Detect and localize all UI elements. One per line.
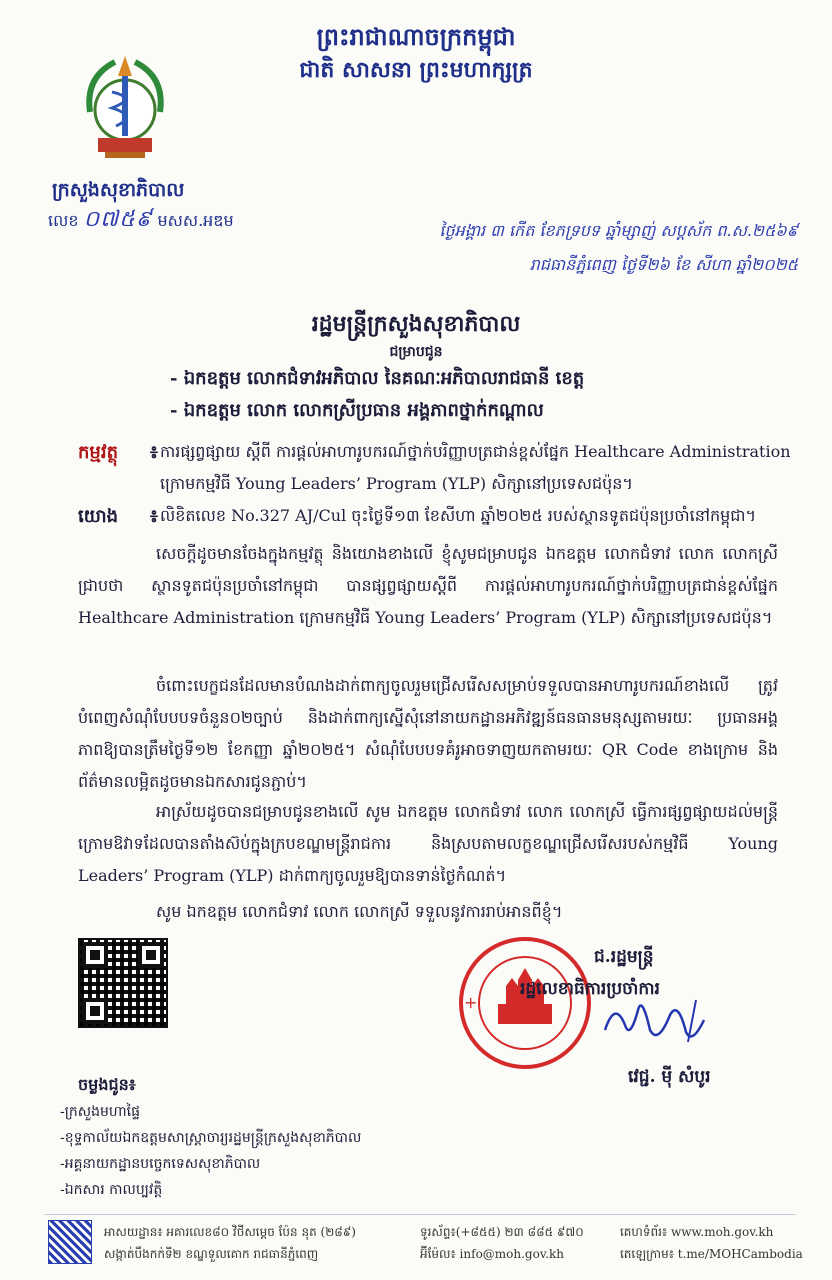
addressee-2: - ឯកឧត្តម លោក លោកស្រីប្រធាន អង្គភាពថ្នាក់កណ្ដាល [170,400,544,421]
subject-text: ការផ្សព្វផ្សាយ ស្តីពី ការផ្តល់អាហារូបករណ៍ថ្នាក់បរិញ្ញាបត្រជាន់ខ្ពស់ផ្នែក Healthcare Administration ក្រោមកម្មវិធី Young Leaders’ Program (YLP) សិក្សានៅប្រទេសជប៉ុន។ [160,442,791,493]
official-stamp [456,934,594,1072]
footer-phone: ទូរស័ព្ទ៖(+៨៥៥) ២៣ ៨៨៥ ៩៧០ [420,1225,584,1239]
footer-website[interactable]: គេហទំព័រ៖ www.moh.gov.kh [620,1225,774,1239]
subject-colon: ៖ [150,442,158,463]
subject-label: កម្មវត្ថុ [78,442,118,463]
reference-label: យោង [78,506,118,527]
minister-title: រដ្ឋមន្ត្រីក្រសួងសុខាភិបាល [311,311,521,337]
footer-email[interactable]: អ៊ីម៉ែល៖ info@moh.gov.kh [420,1247,565,1261]
closing-line-text: សូម ឯកឧត្តម លោកជំទាវ លោក លោកស្រី ទទួលនូវការរាប់អានពីខ្ញុំ។ [156,902,563,921]
footer-telegram[interactable]: តេឡេក្រាម៖ t.me/MOHCambodia [620,1247,803,1261]
ref-number: ០៧៥៩ [83,207,153,232]
reference-colon: ៖ [150,506,158,527]
cc-item-3: -អគ្គនាយកដ្ឋានបច្ចេកទេសសុខាភិបាល [60,1156,261,1172]
body-paragraph-2-text: ចំពោះបេក្ខជនដែលមានបំណងដាក់ពាក្យចូលរួមជ្រើសរើសសម្រាប់ទទួលបានអាហារូបករណ៍ខាងលើ ត្រូវបំពេញសំណុំបែបបទចំនួន០២ច្បាប់ និងដាក់ពាក្យស្នើសុំនៅនាយកដ្ឋានអភិវឌ្ឍន៍ធនធានមនុស្សតាមរយៈ ប្រធានអង្គភាពឱ្យបានត្រឹមថ្ងៃទី១២ ខែកញ្ញា ឆ្នាំ២០២៥។ សំណុំបែបបទគំរូអាចទាញយកតាមរយៈ QR Code ខាងក្រោម និងព័ត៌មានលម្អិតដូចមានឯកសារជូនភ្ជាប់។ [78,676,778,791]
lunar-date: ថ្ងៃអង្គារ ៣ កើត ខែភទ្របទ ឆ្នាំម្សាញ់ សប្តស័ក ព.ស.២៥៦៩ [439,221,798,240]
addressee-1: - ឯកឧត្តម លោកជំទាវអភិបាល នៃគណៈអភិបាលរាជធានី ខេត្ត [170,368,585,389]
closing-line [78,896,778,928]
respectfully-to: ជម្រាបជូន [389,344,443,360]
solar-date: រាជធានីភ្នំពេញ ថ្ងៃទី២៦ ខែ សីហា ឆ្នាំ២០២៥ [529,255,798,274]
footer-qr-code[interactable] [48,1220,92,1264]
ministry-name: ក្រសួងសុខាភិបាល [52,179,185,201]
kingdom-heading: ព្រះរាជាណាចក្រកម្ពុជា [316,22,516,51]
footer-address-1: អាសយដ្ឋាន៖ អគារលេខ៨០ វិថីសម្តេច ប៉ែន នុត (២៨៩) [104,1225,356,1239]
cc-item-2: -ខុទ្ទកាល័យឯកឧត្តមសាស្ត្រាចារ្យរដ្ឋមន្ត្រីក្រសួងសុខាភិបាល [60,1130,362,1146]
signer-name: វេជ្ជ. ម៉ី សំបូរ [628,1067,711,1087]
cc-item-1: -ក្រសួងមហាផ្ទៃ [60,1104,140,1120]
reference-number [48,205,234,237]
body-paragraph-3-text: អាស្រ័យដូចបានជម្រាបជូនខាងលើ សូម ឯកឧត្តម លោកជំទាវ លោក លោកស្រី ធ្វើការផ្សព្វផ្សាយដល់មន្ត្រីក្រោមឱវាទដែលបានតាំងស៊ប់ក្នុងក្របខណ្ឌមន្ត្រីរាជការ និងស្របតាមលក្ខខណ្ឌជ្រើសរើសរបស់កម្មវិធី Young Leaders’ Program (YLP) ដាក់ពាក្យចូលរួមឱ្យបានទាន់ថ្ងៃកំណត់។ [78,802,778,885]
form-qr-code[interactable] [78,938,168,1028]
ministry-emblem-icon [70,42,180,162]
footer-address-2: សង្កាត់បឹងកក់ទី២ ខណ្ឌទួលគោក រាជធានីភ្នំពេញ [104,1247,319,1261]
cc-item-4: -ឯកសារ កាលប្បវត្តិ [60,1182,163,1198]
ref-prefix: លេខ [48,211,79,230]
body-paragraph-1 [78,538,778,634]
ref-suffix: មសស.អឌម [157,211,234,230]
motto-heading: ជាតិ សាសនា ព្រះមហាក្សត្រ [299,57,533,83]
cc-title: ចម្លងជូន៖ [78,1075,136,1094]
body-paragraph-3 [78,796,778,892]
handwritten-signature [600,990,720,1050]
body-paragraph-2 [78,670,778,798]
svg-text:+: + [464,993,478,1012]
signature-role: រដ្ឋលេខាធិការប្រចាំការ [520,979,660,999]
footer-divider [44,1214,796,1215]
reference-text: លិខិតលេខ No.327 AJ/Cul ចុះថ្ងៃទី១៣ ខែសីហា ឆ្នាំ២០២៥ របស់ស្ថានទូតជប៉ុនប្រចាំនៅកម្ពុជា។ [160,506,757,525]
signature-on-behalf: ជ.រដ្ឋមន្ត្រី [594,947,654,967]
body-paragraph-1-text: សេចក្តីដូចមានចែងក្នុងកម្មវត្ថុ និងយោងខាងលើ ខ្ញុំសូមជម្រាបជូន ឯកឧត្តម លោកជំទាវ លោក លោកស្រី ជ្រាបថា ស្ថានទូតជប៉ុនប្រចាំនៅកម្ពុជា បានផ្សព្វផ្សាយស្តីពី ការផ្តល់អាហារូបករណ៍ថ្នាក់បរិញ្ញាបត្រជាន់ខ្ពស់ផ្នែក Healthcare Administration ក្រោមកម្មវិធី Young Leaders’ Program (YLP) សិក្សានៅប្រទេសជប៉ុន។ [78,544,778,627]
